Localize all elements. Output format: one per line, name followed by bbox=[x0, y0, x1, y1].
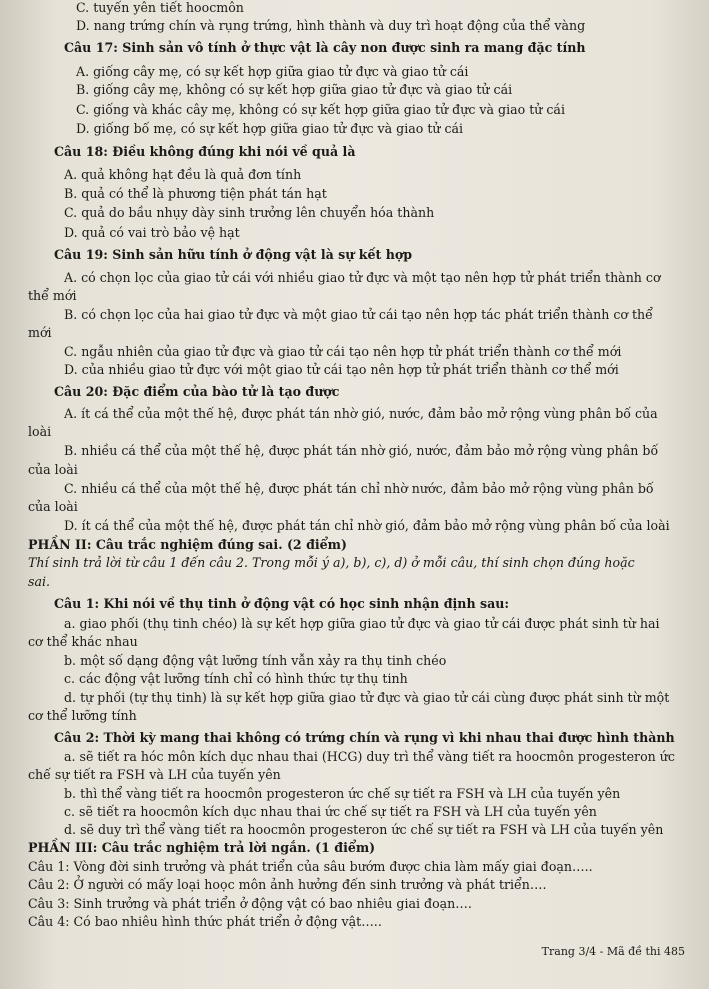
text-line: D. ít cá thể của một thế hệ, được phát tán chỉ nhờ gió, đảm bảo mở rộng vùng phân bố của loài bbox=[64, 518, 670, 533]
text-line: của loài bbox=[28, 499, 78, 514]
text-line: sai. bbox=[28, 574, 51, 589]
text-line: Câu 20: Đặc điểm của bào tử là tạo được bbox=[54, 384, 340, 399]
text-line: Câu 2: Thời kỳ mang thai không có trứng chín và rụng vì khi nhau thai được hình thành bbox=[54, 730, 675, 745]
text-line: C. giống và khác cây mẹ, không có sự kết hợp giữa giao tử đực và giao tử cái bbox=[76, 102, 565, 117]
text-line: c. các động vật lưỡng tính chỉ có hình thức tự thụ tinh bbox=[64, 671, 408, 686]
text-line: của loài bbox=[28, 462, 78, 477]
text-line: c. sẽ tiết ra hoocmôn kích dục nhau thai ức chế sự tiết ra FSH và LH của tuyến yên bbox=[64, 804, 597, 819]
text-line: Câu 1: Vòng đời sinh trưởng và phát triển của sâu bướm được chia làm mấy giai đoạn….. bbox=[28, 859, 593, 874]
text-line: B. có chọn lọc của hai giao tử đực và một giao tử cái tạo nên hợp tác phát triển thành cơ thể bbox=[64, 307, 653, 322]
text-line: d. sẽ duy trì thể vàng tiết ra hoocmôn progesteron ức chế sự tiết ra FSH và LH của tuyến yên bbox=[64, 822, 664, 837]
text-line: loài bbox=[28, 424, 52, 439]
text-line: thể mới bbox=[28, 288, 77, 303]
text-line: a. giao phối (thụ tinh chéo) là sự kết hợp giữa giao tử đực và giao tử cái được phát sinh từ hai bbox=[64, 616, 660, 631]
text-line: Câu 1: Khi nói về thụ tinh ở động vật có học sinh nhận định sau: bbox=[54, 596, 510, 611]
text-line: PHẦN II: Câu trắc nghiệm đúng sai. (2 điểm) bbox=[28, 537, 347, 552]
text-line: b. một số dạng động vật lưỡng tính vẫn xảy ra thụ tinh chéo bbox=[64, 653, 447, 668]
text-line: B. quả có thể là phương tiện phát tán hạt bbox=[64, 186, 327, 201]
text-line: C. tuyến yên tiết hoocmôn bbox=[76, 0, 244, 15]
text-line: chế sự tiết ra FSH và LH của tuyến yên bbox=[28, 767, 281, 782]
text-line: Câu 4: Có bao nhiêu hình thức phát triển ở động vật….. bbox=[28, 914, 382, 929]
text-line: Câu 2: Ở người có mấy loại hoọc môn ảnh hưởng đến sinh trưởng và phát triển…. bbox=[28, 877, 547, 892]
text-line: C. nhiều cá thể của một thế hệ, được phát tán chỉ nhờ nước, đảm bảo mở rộng vùng phân bố bbox=[64, 481, 654, 496]
text-line: Thí sinh trả lời từ câu 1 đến câu 2. Trong mỗi ý a), b), c), d) ở mỗi câu, thí sinh chọn đúng hoặc bbox=[28, 555, 635, 570]
text-line: PHẦN III: Câu trắc nghiệm trả lời ngắn. (1 điểm) bbox=[28, 840, 376, 855]
text-line: cơ thể khác nhau bbox=[28, 634, 138, 649]
text-line: A. quả không hạt đều là quả đơn tính bbox=[64, 167, 302, 182]
text-line: B. giống cây mẹ, không có sự kết hợp giữa giao tử đực và giao tử cái bbox=[76, 82, 513, 97]
text-line: D. giống bố mẹ, có sự kết hợp giữa giao tử đực và giao tử cái bbox=[76, 121, 464, 136]
text-line: D. của nhiều giao tử đực với một giao tử cái tạo nên hợp tử phát triển thành cơ thể mới bbox=[64, 362, 619, 377]
text-line: cơ thể lưỡng tính bbox=[28, 708, 137, 723]
text-line: B. nhiều cá thể của một thế hệ, được phát tán nhờ gió, nước, đảm bảo mở rộng vùng phân bố bbox=[64, 443, 659, 458]
page-footer: Trang 3/4 - Mã đề thi 485 bbox=[541, 945, 685, 958]
text-line: A. có chọn lọc của giao tử cái với nhiều giao tử đực và một tạo nên hợp tử phát triển thành cơ bbox=[64, 270, 661, 285]
text-line: C. ngẫu nhiên của giao tử đực và giao tử cái tạo nên hợp tử phát triển thành cơ thể mới bbox=[64, 344, 622, 359]
text-line: a. sẽ tiết ra hóc môn kích dục nhau thai (HCG) duy trì thể vàng tiết ra hoocmôn progesteron ức bbox=[64, 749, 675, 764]
text-line: b. thì thể vàng tiết ra hoocmôn progesteron ức chế sự tiết ra FSH và LH của tuyến yên bbox=[64, 786, 621, 801]
text-line: D. quả có vai trò bảo vệ hạt bbox=[64, 225, 240, 240]
text-line: Câu 18: Điều không đúng khi nói về quả là bbox=[54, 144, 356, 159]
text-line: D. nang trứng chín và rụng trứng, hình thành và duy trì hoạt động của thể vàng bbox=[76, 18, 586, 33]
text-line: Câu 19: Sinh sản hữu tính ở động vật là sự kết hợp bbox=[54, 247, 413, 262]
text-line: A. giống cây mẹ, có sự kết hợp giữa giao tử đực và giao tử cái bbox=[76, 64, 469, 79]
text-line: A. ít cá thể của một thế hệ, được phát tán nhờ gió, nước, đảm bảo mở rộng vùng phân bố của bbox=[64, 406, 658, 421]
text-line: d. tự phối (tự thụ tinh) là sự kết hợp giữa giao tử đực và giao tử cái cùng được phát sinh từ một bbox=[64, 690, 670, 705]
text-line: Câu 17: Sinh sản vô tính ở thực vật là cây non được sinh ra mang đặc tính bbox=[64, 40, 586, 55]
text-line: Câu 3: Sinh trưởng và phát triển ở động vật có bao nhiêu giai đoạn…. bbox=[28, 896, 472, 911]
text-line: mới bbox=[28, 325, 52, 340]
text-line: C. quả do bầu nhụy dày sinh trưởng lên chuyển hóa thành bbox=[64, 205, 435, 220]
